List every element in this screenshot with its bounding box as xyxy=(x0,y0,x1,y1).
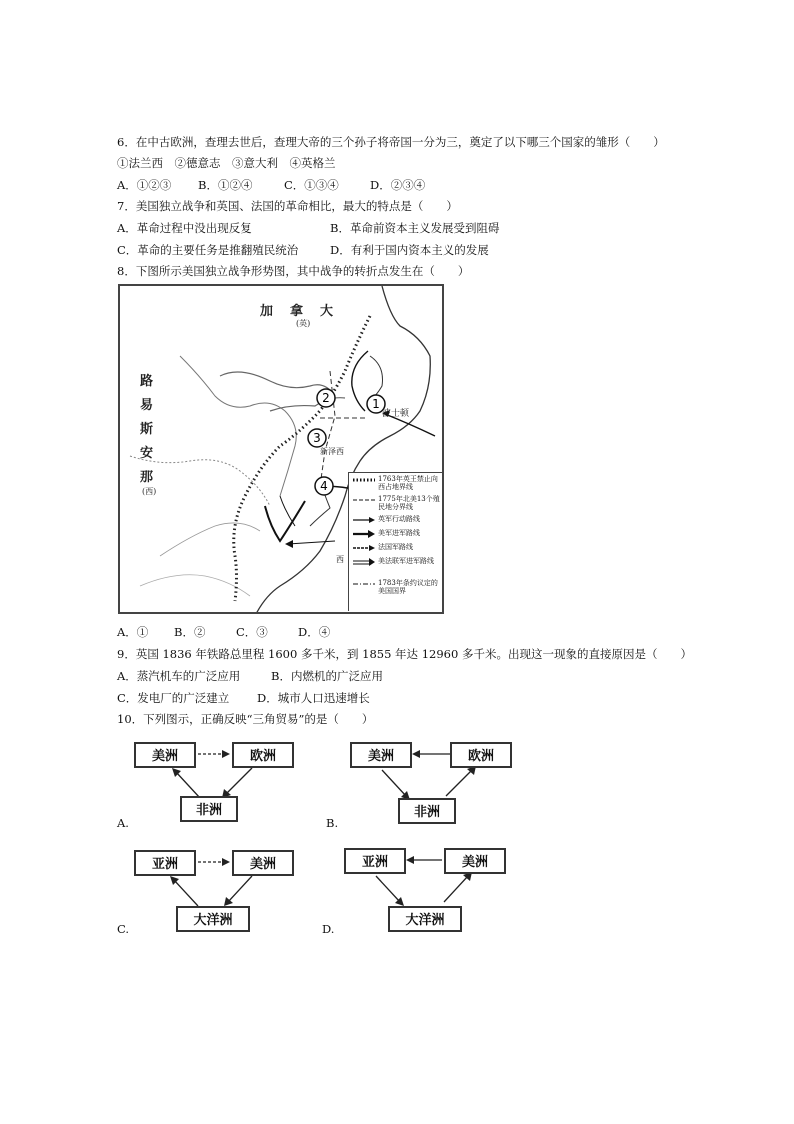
q8-option-d: D．④ xyxy=(298,625,331,639)
label-louisiana-4: 安 xyxy=(140,446,154,461)
q6-stem: 6．在中古欧洲，查理去世后，查理大帝的三个孙子将帝国一分为三，奠定了以下哪三个国家的雏形（ ） xyxy=(117,135,665,149)
q9-option-d: D．城市人口迅速增长 xyxy=(257,691,370,705)
legend-item-colony-boundary: 1775年北美13个殖民地分界线 xyxy=(353,495,444,513)
legend-dash-arrow-icon xyxy=(353,543,375,553)
q7-option-d: D．有利于国内资本主义的发展 xyxy=(330,243,489,257)
label-louisiana-5: 那 xyxy=(140,470,154,485)
q7-option-a: A．革命过程中没出现反复 xyxy=(117,221,252,235)
q10-option-c-label: C. xyxy=(117,922,130,936)
marker-1: 1 xyxy=(372,397,380,411)
box-europe: 欧洲 xyxy=(232,742,294,768)
q10-stem: 10．下列图示，正确反映“三角贸易”的是（ ） xyxy=(117,712,374,726)
q8-option-c: C．③ xyxy=(236,625,268,639)
label-louisiana-sub: (西) xyxy=(142,487,157,496)
box-oceania: 大洋洲 xyxy=(176,906,250,932)
q6-items: ①法兰西 ②德意志 ③意大利 ④英格兰 xyxy=(117,156,336,170)
label-west: 西 xyxy=(336,555,344,564)
q9-stem: 9．英国 1836 年铁路总里程 1600 多千米，到 1855 年达 12960 多千米。出现这一现象的直接原因是（ ） xyxy=(117,647,692,661)
q9-option-a: A．蒸汽机车的广泛应用 xyxy=(117,669,241,683)
box-americas: 美洲 xyxy=(134,742,196,768)
label-canada-sub: (英) xyxy=(296,319,311,328)
box-africa: 非洲 xyxy=(398,798,456,824)
label-louisiana-3: 斯 xyxy=(140,422,154,437)
q10-option-d-label: D. xyxy=(322,922,335,936)
legend-dash-dot-line-icon xyxy=(353,579,375,589)
legend-dashed-line-icon xyxy=(353,495,375,505)
trade-diagram-c xyxy=(132,848,302,938)
q7-option-c: C．革命的主要任务是推翻殖民统治 xyxy=(117,243,299,257)
marker-3: 3 xyxy=(313,431,321,445)
legend-item-proclamation-line: 1763年英王禁止向西占地界线 xyxy=(353,475,444,493)
box-asia: 亚洲 xyxy=(134,850,196,876)
legend-bold-arrow-icon xyxy=(353,529,375,539)
label-new-jersey: 新泽西 xyxy=(320,447,344,456)
q10-option-b-label: B. xyxy=(326,816,339,830)
box-oceania: 大洋洲 xyxy=(388,906,462,932)
q6-option-d: D．②③④ xyxy=(370,178,426,192)
q7-option-b: B．革命前资本主义发展受到阻碍 xyxy=(330,221,500,235)
map-legend xyxy=(348,472,444,611)
legend-item-1783-border: 1783年条约议定的美国国界 xyxy=(353,579,444,601)
q8-stem: 8．下图所示美国独立战争形势图，其中战争的转折点发生在（ ） xyxy=(117,264,470,278)
box-americas: 美洲 xyxy=(232,850,294,876)
box-europe: 欧洲 xyxy=(450,742,512,768)
trade-diagram-a xyxy=(132,740,302,830)
legend-item-french-route: 法国军路线 xyxy=(353,543,444,557)
label-louisiana-1: 路 xyxy=(140,374,154,389)
q8-option-a: A．① xyxy=(117,625,149,639)
marker-2: 2 xyxy=(322,391,330,405)
box-americas: 美洲 xyxy=(444,848,506,874)
legend-double-arrow-icon xyxy=(353,557,375,567)
legend-dotted-line-icon xyxy=(353,475,375,485)
box-asia: 亚洲 xyxy=(344,848,406,874)
marker-4: 4 xyxy=(320,479,328,493)
q9-option-c: C．发电厂的广泛建立 xyxy=(117,691,230,705)
label-boston: 波士顿 xyxy=(382,409,410,419)
war-situation-map xyxy=(118,284,444,614)
box-americas: 美洲 xyxy=(350,742,412,768)
trade-diagram-d xyxy=(340,846,510,936)
box-africa: 非洲 xyxy=(180,796,238,822)
label-canada: 加 拿 大 xyxy=(260,304,336,319)
q6-option-b: B．①②④ xyxy=(198,178,253,192)
trade-diagram-b xyxy=(346,740,516,830)
q9-option-b: B．内燃机的广泛应用 xyxy=(271,669,383,683)
q6-option-c: C．①③④ xyxy=(284,178,339,192)
q6-option-a: A．①②③ xyxy=(117,178,172,192)
legend-item-british-route: 英军行动路线 xyxy=(353,515,444,529)
legend-arrow-icon xyxy=(353,515,375,525)
q8-option-b: B．② xyxy=(174,625,206,639)
legend-item-american-route: 美军进军路线 xyxy=(353,529,444,543)
q10-option-a-label: A. xyxy=(117,816,129,830)
label-louisiana-2: 易 xyxy=(140,398,154,413)
q7-stem: 7．美国独立战争和英国、法国的革命相比，最大的特点是（ ） xyxy=(117,199,458,213)
legend-item-allied-route: 美法联军进军路线 xyxy=(353,557,444,575)
